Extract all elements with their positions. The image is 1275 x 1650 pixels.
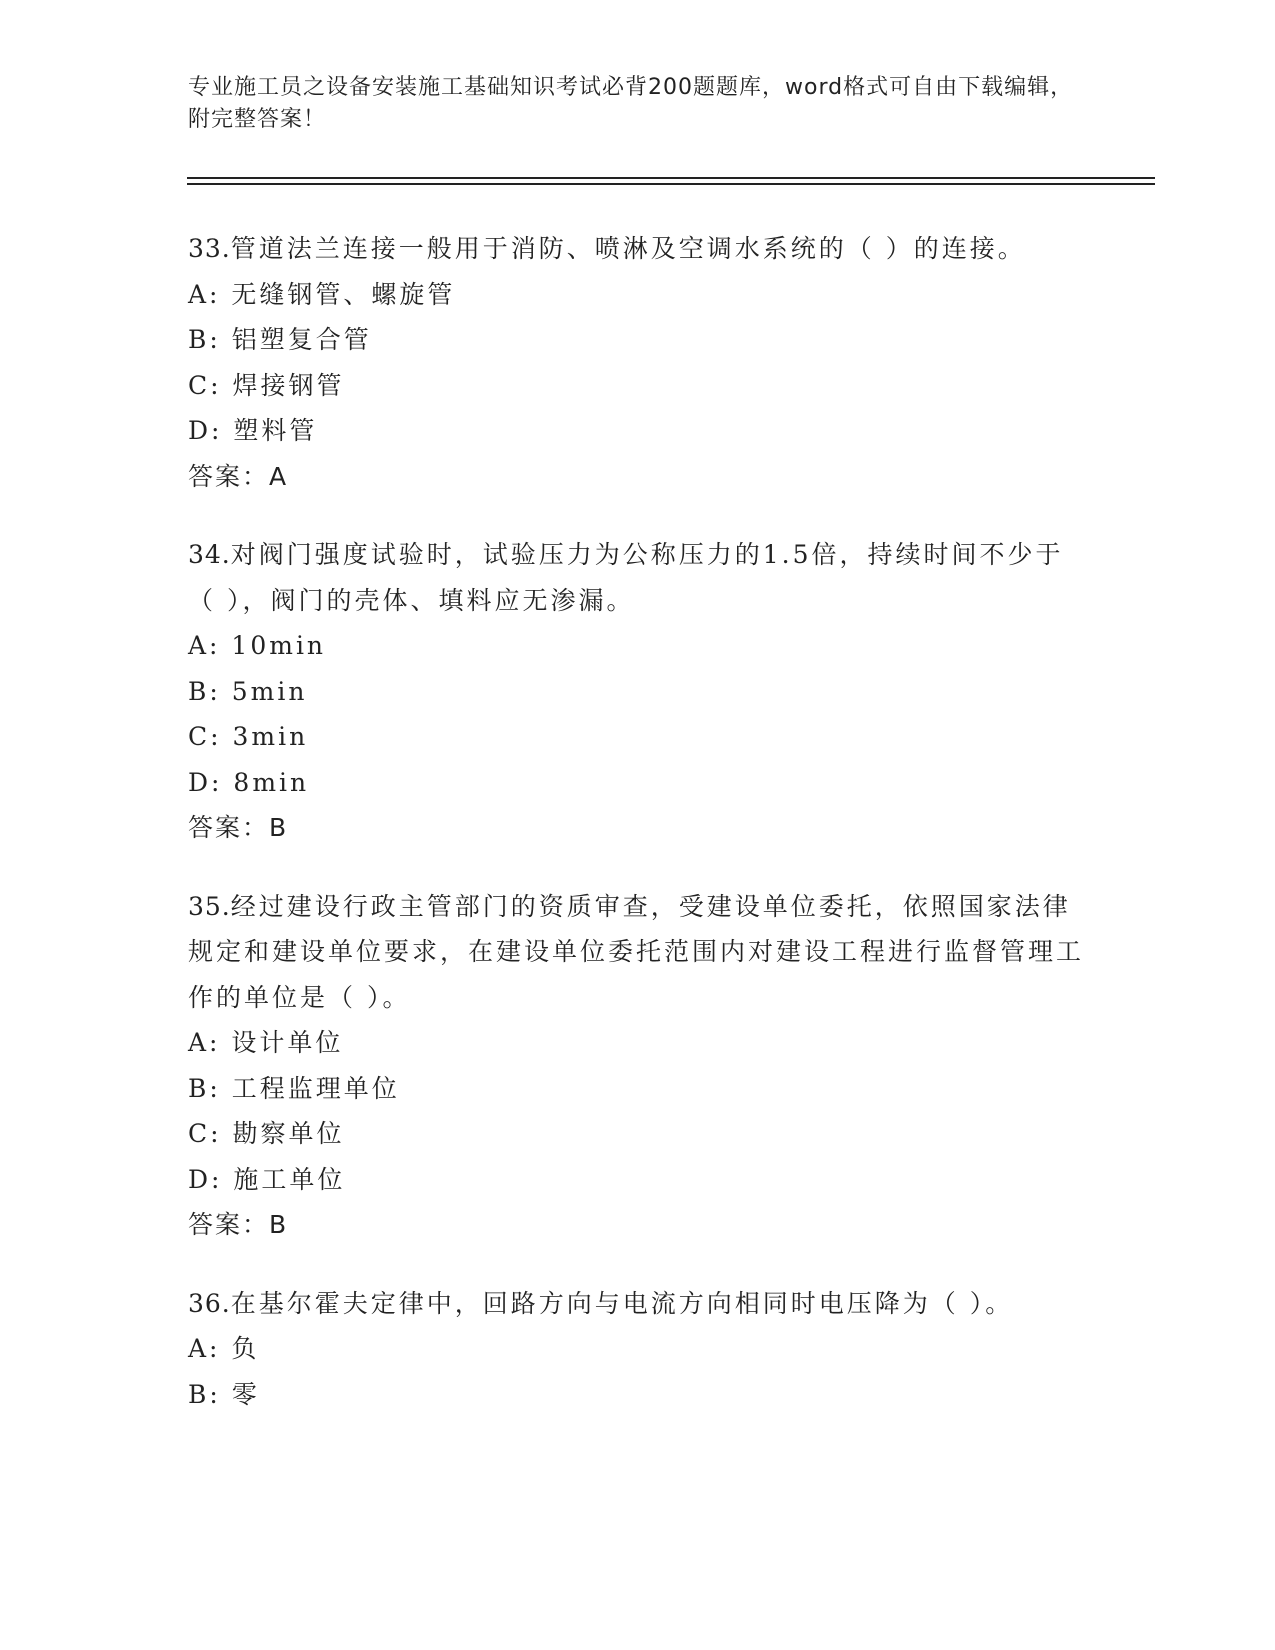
question-stem: 对阀门强度试验时，试验压力为公称压力的1.5倍，持续时间不少于（ ），阀门的壳体、填料应无渗漏。 bbox=[188, 540, 1064, 615]
question-number: 34. bbox=[188, 540, 231, 569]
question-text bbox=[188, 1281, 1088, 1327]
question-list bbox=[188, 226, 1088, 1450]
question-text bbox=[188, 226, 1088, 272]
option-a: A: 无缝钢管、螺旋管 bbox=[188, 279, 456, 309]
option-a: A: 设计单位 bbox=[188, 1028, 344, 1057]
question-text bbox=[188, 884, 1088, 1021]
option-d: D: 8min bbox=[188, 767, 310, 797]
question-36 bbox=[188, 1281, 1088, 1418]
question-number: 35. bbox=[188, 891, 231, 921]
answer: 答案：B bbox=[188, 1210, 289, 1239]
question-number: 36. bbox=[188, 1288, 231, 1318]
option-a: A: 10min bbox=[188, 631, 327, 660]
question-stem: 经过建设行政主管部门的资质审查，受建设单位委托，依照国家法律规定和建设单位要求，在建设单位委托范围内对建设工程进行监督管理工作的单位是（ ）。 bbox=[188, 891, 1085, 1012]
question-number: 33. bbox=[188, 234, 231, 263]
header-divider-secondary bbox=[187, 183, 1155, 185]
question-stem: 在基尔霍夫定律中，回路方向与电流方向相同时电压降为（ ）。 bbox=[230, 1288, 1014, 1318]
header-title: 专业施工员之设备安装施工基础知识考试必背200题题库，word格式可自由下载编辑，附完整答案！ bbox=[188, 75, 1074, 132]
option-d: D: 塑料管 bbox=[188, 416, 318, 445]
option-b: B: 5min bbox=[188, 676, 308, 706]
answer: 答案：B bbox=[188, 813, 289, 842]
option-d: D: 施工单位 bbox=[188, 1164, 346, 1194]
header-divider bbox=[187, 177, 1155, 179]
option-b: B: 铝塑复合管 bbox=[188, 325, 372, 354]
question-33 bbox=[188, 226, 1088, 499]
answer: 答案：A bbox=[188, 461, 289, 491]
question-35 bbox=[188, 884, 1088, 1248]
option-c: C: 勘察单位 bbox=[188, 1119, 345, 1148]
question-34 bbox=[188, 532, 1088, 851]
option-c: C: 3min bbox=[188, 722, 309, 751]
option-b: B: 零 bbox=[188, 1379, 260, 1409]
option-c: C: 焊接钢管 bbox=[188, 370, 345, 400]
question-stem: 管道法兰连接一般用于消防、喷淋及空调水系统的（ ）的连接。 bbox=[230, 234, 1026, 263]
option-a: A: 负 bbox=[188, 1334, 260, 1363]
option-b: B: 工程监理单位 bbox=[188, 1073, 400, 1103]
document-header bbox=[188, 72, 1088, 136]
question-text bbox=[188, 532, 1088, 623]
